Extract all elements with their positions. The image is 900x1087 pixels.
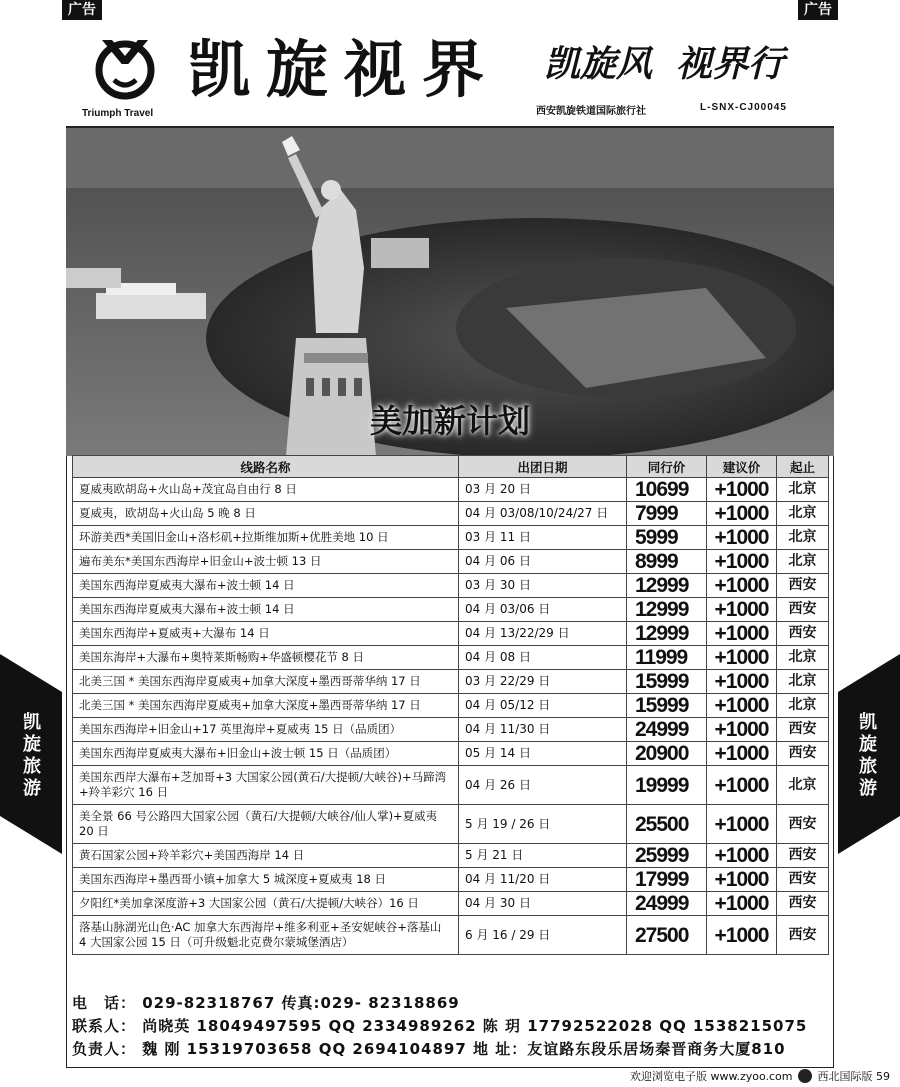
- table-row: [73, 550, 829, 574]
- footer-website: 欢迎浏览电子版 www.zyoo.com: [629, 1070, 793, 1083]
- side-label-right: 凯旋旅游: [859, 712, 877, 799]
- suggested-price: +1000: [707, 574, 777, 598]
- contact-manager-address: 负责人： 魏 刚 15319703658 QQ 2694104897 地 址：友谊路东段乐居场秦晋商务大厦810: [72, 1040, 786, 1058]
- side-label-left: 凯旋旅游: [23, 712, 41, 799]
- logo-text: Triumph Travel: [82, 108, 154, 119]
- route-name: 北美三国 * 美国东西海岸夏威夷+加拿大深度+墨西哥蒂华纳 17 日: [73, 694, 459, 718]
- route-name: 美国东西岸大瀑布+芝加哥+3 大国家公园(黄石/大提顿/大峡谷)+马蹄湾+羚羊彩穴 16 日: [73, 766, 459, 805]
- peer-price: 10699: [627, 478, 707, 502]
- route-name: 美国东西海岸夏威夷大瀑布+波士顿 14 日: [73, 574, 459, 598]
- route-name: 美国东西海岸+旧金山+17 英里海岸+夏威夷 15 日（品质团）: [73, 718, 459, 742]
- suggested-price: +1000: [707, 646, 777, 670]
- departure-date: 03 月 20 日: [459, 478, 627, 502]
- ad-label-right: 广告: [798, 0, 838, 20]
- route-name: 美全景 66 号公路四大国家公园（黄石/大提顿/大峡谷/仙人掌)+夏威夷 20 日: [73, 805, 459, 844]
- route-name: 遍布美东*美国东西海岸+旧金山+波士顿 13 日: [73, 550, 459, 574]
- license-number: L-SNX-CJ00045: [700, 102, 787, 113]
- col-suggested: 建议价: [707, 456, 777, 478]
- departure-city: 北京: [777, 766, 829, 805]
- table-row: [73, 718, 829, 742]
- departure-city: 北京: [777, 502, 829, 526]
- departure-date: 04 月 11/20 日: [459, 868, 627, 892]
- suggested-price: +1000: [707, 892, 777, 916]
- suggested-price: +1000: [707, 718, 777, 742]
- table-row: [73, 478, 829, 502]
- departure-city: 西安: [777, 892, 829, 916]
- departure-date: 04 月 30 日: [459, 892, 627, 916]
- slogan-a: 凯旋风: [544, 43, 653, 85]
- table-header-row: [73, 456, 829, 478]
- col-route: 线路名称: [73, 456, 459, 478]
- peer-price: 27500: [627, 916, 707, 955]
- departure-city: 西安: [777, 844, 829, 868]
- page-footer: [630, 1068, 890, 1084]
- peer-price: 25999: [627, 844, 707, 868]
- route-name: 美国东西海岸+墨西哥小镇+加拿大 5 城深度+夏威夷 18 日: [73, 868, 459, 892]
- table-row: [73, 598, 829, 622]
- suggested-price: +1000: [707, 742, 777, 766]
- contact-persons: 联系人： 尚晓英 18049497595 QQ 2334989262 陈 玥 17792522028 QQ 1538215075: [72, 1017, 808, 1035]
- departure-city: 西安: [777, 718, 829, 742]
- route-name: 夕阳红*美加拿深度游+3 大国家公园（黄石/大提顿/大峡谷）16 日: [73, 892, 459, 916]
- departure-date: 5 月 21 日: [459, 844, 627, 868]
- table-row: [73, 622, 829, 646]
- triumph-logo-icon: [92, 34, 158, 100]
- slogan: [544, 42, 808, 86]
- peer-price: 20900: [627, 742, 707, 766]
- table-row: [73, 844, 829, 868]
- peer-price: 15999: [627, 694, 707, 718]
- route-name: 夏威夷欧胡岛+火山岛+茂宜岛自由行 8 日: [73, 478, 459, 502]
- page-number: 59: [876, 1070, 890, 1083]
- peer-price: 12999: [627, 574, 707, 598]
- departure-date: 03 月 11 日: [459, 526, 627, 550]
- suggested-price: +1000: [707, 766, 777, 805]
- suggested-price: +1000: [707, 868, 777, 892]
- col-city: 起止: [777, 456, 829, 478]
- departure-date: 04 月 11/30 日: [459, 718, 627, 742]
- departure-date: 04 月 03/08/10/24/27 日: [459, 502, 627, 526]
- departure-city: 西安: [777, 574, 829, 598]
- suggested-price: +1000: [707, 526, 777, 550]
- suggested-price: +1000: [707, 598, 777, 622]
- col-peer-price: 同行价: [627, 456, 707, 478]
- col-date: 出团日期: [459, 456, 627, 478]
- peer-price: 12999: [627, 622, 707, 646]
- departure-city: 西安: [777, 622, 829, 646]
- table-row: [73, 805, 829, 844]
- contact-phone: 电 话： 029-82318767 传真:029- 82318869: [72, 994, 460, 1012]
- suggested-price: +1000: [707, 844, 777, 868]
- departure-date: 04 月 03/06 日: [459, 598, 627, 622]
- table-row: [73, 502, 829, 526]
- departure-date: 03 月 22/29 日: [459, 670, 627, 694]
- departure-city: 北京: [777, 670, 829, 694]
- route-name: 环游美西*美国旧金山+洛杉矶+拉斯维加斯+优胜美地 10 日: [73, 526, 459, 550]
- table-row: [73, 574, 829, 598]
- departure-date: 04 月 13/22/29 日: [459, 622, 627, 646]
- peer-price: 19999: [627, 766, 707, 805]
- suggested-price: +1000: [707, 502, 777, 526]
- peer-price: 24999: [627, 892, 707, 916]
- table-row: [73, 646, 829, 670]
- departure-city: 西安: [777, 916, 829, 955]
- departure-date: 04 月 05/12 日: [459, 694, 627, 718]
- peer-price: 11999: [627, 646, 707, 670]
- peer-price: 24999: [627, 718, 707, 742]
- publisher-badge-icon: [798, 1069, 812, 1083]
- suggested-price: +1000: [707, 916, 777, 955]
- brand-name: 凯旋视界: [188, 33, 501, 106]
- suggested-price: +1000: [707, 550, 777, 574]
- ad-header: [66, 20, 834, 128]
- table-row: [73, 526, 829, 550]
- hero-title: 美加新计划: [369, 402, 530, 440]
- departure-date: 6 月 16 / 29 日: [459, 916, 627, 955]
- peer-price: 8999: [627, 550, 707, 574]
- departure-date: 05 月 14 日: [459, 742, 627, 766]
- peer-price: 25500: [627, 805, 707, 844]
- table-row: [73, 916, 829, 955]
- table-row: [73, 892, 829, 916]
- agency-name: 西安凯旋铁道国际旅行社: [536, 106, 646, 117]
- departure-date: 04 月 06 日: [459, 550, 627, 574]
- slogan-b: 视界行: [676, 43, 785, 85]
- departure-date: 04 月 08 日: [459, 646, 627, 670]
- footer-edition: 西北国际版: [817, 1070, 873, 1083]
- departure-city: 北京: [777, 526, 829, 550]
- departure-city: 北京: [777, 694, 829, 718]
- departure-city: 西安: [777, 742, 829, 766]
- suggested-price: +1000: [707, 670, 777, 694]
- departure-date: 04 月 26 日: [459, 766, 627, 805]
- ad-label-left: 广告: [62, 0, 102, 20]
- peer-price: 12999: [627, 598, 707, 622]
- route-name: 美国东海岸+大瀑布+奥特莱斯畅购+华盛顿樱花节 8 日: [73, 646, 459, 670]
- suggested-price: +1000: [707, 622, 777, 646]
- route-name: 美国东西海岸夏威夷大瀑布+波士顿 14 日: [73, 598, 459, 622]
- route-name: 夏威夷，欧胡岛+火山岛 5 晚 8 日: [73, 502, 459, 526]
- table-row: [73, 868, 829, 892]
- table-row: [73, 742, 829, 766]
- table-row: [73, 694, 829, 718]
- route-name: 美国东西海岸夏威夷大瀑布+旧金山+波士顿 15 日（品质团）: [73, 742, 459, 766]
- peer-price: 7999: [627, 502, 707, 526]
- suggested-price: +1000: [707, 805, 777, 844]
- departure-city: 北京: [777, 550, 829, 574]
- peer-price: 17999: [627, 868, 707, 892]
- table-row: [73, 670, 829, 694]
- departure-date: 5 月 19 / 26 日: [459, 805, 627, 844]
- suggested-price: +1000: [707, 694, 777, 718]
- route-name: 北美三国 * 美国东西海岸夏威夷+加拿大深度+墨西哥蒂华纳 17 日: [73, 670, 459, 694]
- suggested-price: +1000: [707, 478, 777, 502]
- peer-price: 5999: [627, 526, 707, 550]
- departure-city: 北京: [777, 646, 829, 670]
- departure-city: 西安: [777, 805, 829, 844]
- route-name: 落基山脉湖光山色·AC 加拿大东西海岸+维多利亚+圣安妮峡谷+落基山 4 大国家公园 15 日（可升级魁北克费尔蒙城堡酒店）: [73, 916, 459, 955]
- table-row: [73, 766, 829, 805]
- peer-price: 15999: [627, 670, 707, 694]
- routes-table: [72, 455, 829, 955]
- departure-city: 西安: [777, 868, 829, 892]
- departure-city: 西安: [777, 598, 829, 622]
- route-name: 美国东西海岸+夏威夷+大瀑布 14 日: [73, 622, 459, 646]
- departure-date: 03 月 30 日: [459, 574, 627, 598]
- route-name: 黄石国家公园+羚羊彩穴+美国西海岸 14 日: [73, 844, 459, 868]
- departure-city: 北京: [777, 478, 829, 502]
